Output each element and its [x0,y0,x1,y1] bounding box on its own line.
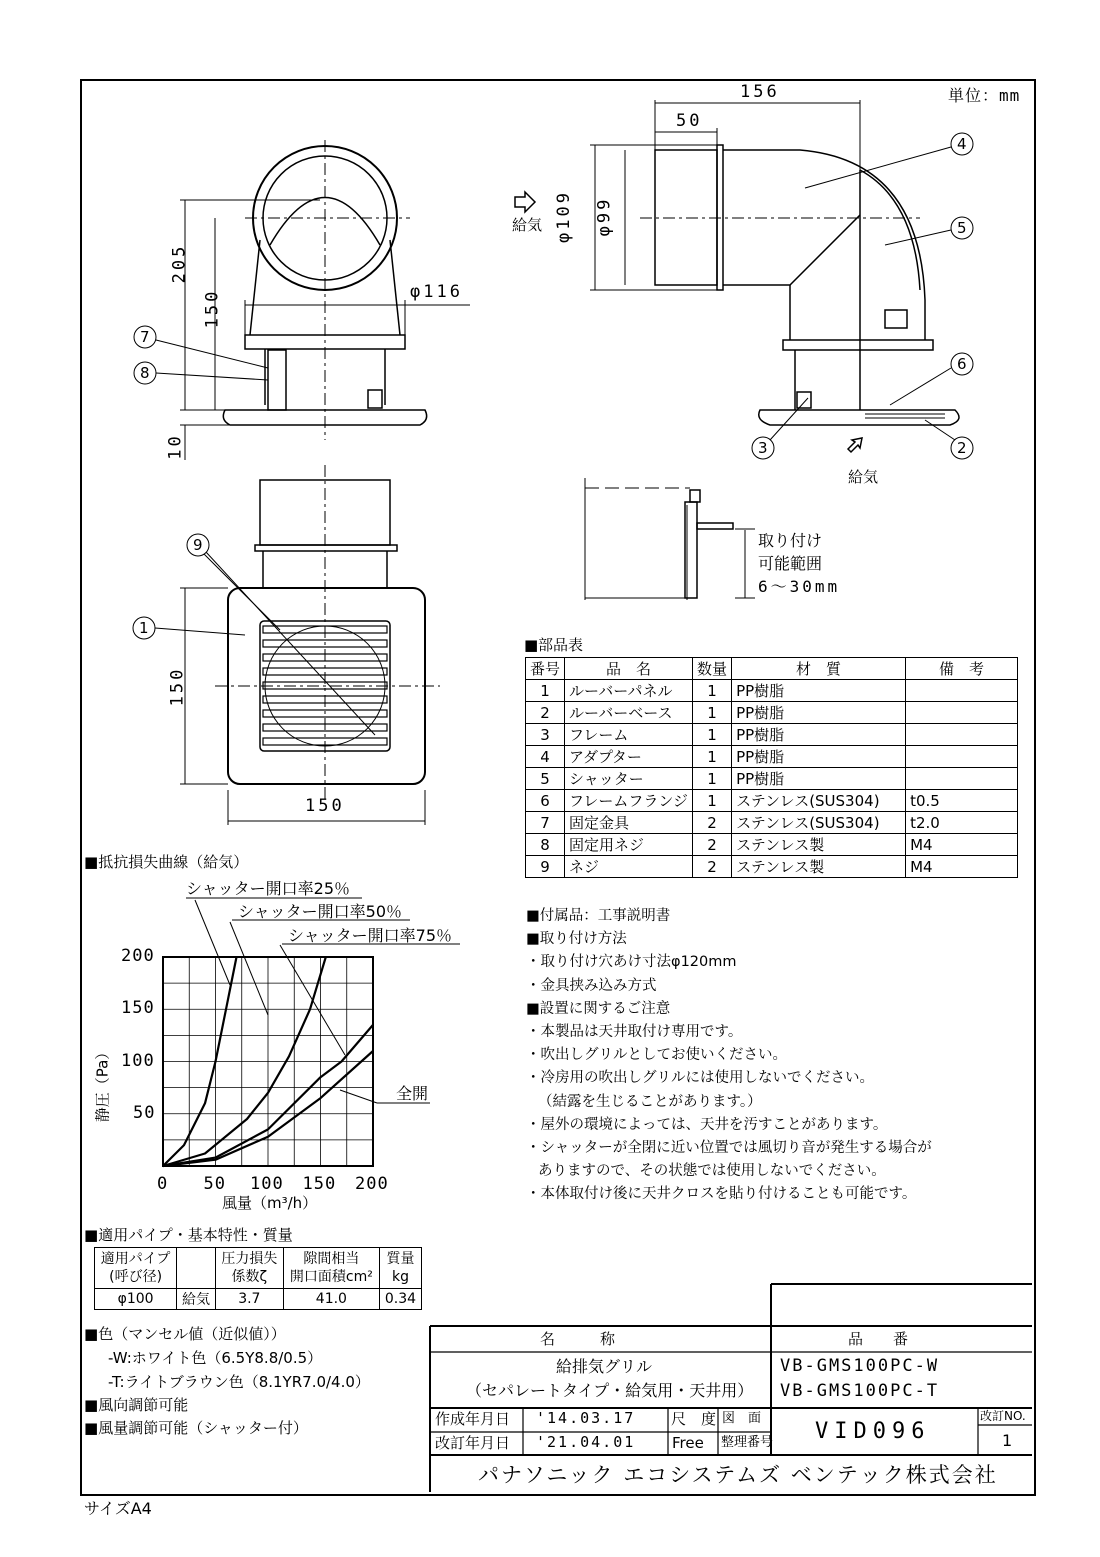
note-line [526,975,932,998]
part-name: シャッター [565,768,693,790]
callout-7: 7 [140,328,150,346]
callout-3: 3 [758,439,768,457]
spec-table [94,1247,422,1310]
spec-area: 41.0 [283,1289,379,1310]
callout-1: 1 [139,619,149,637]
note-line [526,905,932,928]
y-tick-label: 50 [133,1102,156,1123]
tb-created-value: '14.03.17 [536,1409,636,1427]
y-tick-label: 200 [121,946,155,966]
part-remarks [906,724,1018,746]
note-line [526,1183,932,1206]
mount-detail [585,478,755,600]
tb-revised-label: 改訂年月日 [435,1434,511,1452]
unit-label: 単位：mm [948,86,1021,105]
part-name: 固定用ネジ [565,834,693,856]
spec-table-header [95,1248,422,1289]
dim-10: 10 [165,433,186,460]
tb-drawing-label: 図 面 [722,1411,762,1426]
tb-scale-label: 尺 度 [671,1410,717,1428]
header-name: 品 名 [565,658,693,680]
chart-xlabel: 風量（m³/h） [222,1194,318,1212]
feature-volume-text: 風量調節可能（シャッター付） [98,1419,308,1437]
mount-range-line3: 6～30mm [758,577,841,596]
dim-phi109: φ109 [553,190,574,243]
note-line [526,1137,932,1160]
notes-block [526,905,932,1207]
note-text: ・本製品は天井取付け専用です。 [526,1024,743,1041]
part-name: ネジ [565,856,693,878]
part-number: 5 [526,768,565,790]
legend-50: シャッター開口率50％ [238,902,403,921]
part-qty: 2 [693,812,732,834]
x-tick-label: 150 [302,1174,337,1194]
feature-volume: ■風量調節可能（シャッター付） [84,1419,308,1437]
side-view [515,100,973,459]
colors-title: ■色（マンセル値（近似値）） [84,1325,286,1343]
parts-table-title-text: 部品表 [538,636,584,654]
note-text: ・金具挟み込み方式 [526,977,657,994]
dim-150-front-v: 150 [167,666,188,707]
tb-company: パナソニック エコシステムズ ベンテック株式会社 [478,1463,998,1487]
bullet-mark: ■ [526,1000,540,1017]
chart-ylabel: 静圧（Pa） [93,1044,112,1123]
note-line [526,1160,932,1183]
part-material: ステンレス(SUS304) [732,812,906,834]
note-line [526,1067,932,1090]
part-qty: 2 [693,834,732,856]
spec-table-row [95,1289,422,1310]
part-material: PP樹脂 [732,680,906,702]
callout-8: 8 [140,364,150,382]
dim-150-top: 150 [202,288,223,329]
spec-type: 給気 [177,1289,216,1310]
size-label: サイズA4 [84,1499,152,1518]
tb-name-line2: （セパレートタイプ・給気用・天井用） [466,1381,754,1400]
x-tick-label: 200 [355,1174,389,1194]
parts-row [526,724,1018,746]
spec-header-pipe: 適用パイプ (呼び径) [95,1248,177,1289]
part-qty: 1 [693,790,732,812]
dim-phi99: φ99 [594,196,615,237]
part-remarks [906,680,1018,702]
note-line [526,951,932,974]
mount-range-line2: 可能範囲 [758,554,823,573]
spec-header-mass: 質量 kg [379,1248,421,1289]
x-tick-label: 100 [250,1174,284,1194]
callout-4: 4 [957,135,967,153]
note-text: （結露を生じることがあります。） [538,1093,762,1110]
tb-model-t: VB-GMS100PC-T [780,1381,940,1401]
mount-range-line1: 取り付け [758,531,823,550]
legend-full: 全開 [396,1084,429,1103]
supply-label-bottom: 給気 [848,468,879,486]
part-qty: 1 [693,680,732,702]
color-t: -T:ライトブラウン色（8.1YR7.0/4.0） [108,1373,370,1391]
dim-150-front-h: 150 [305,796,345,816]
parts-row [526,856,1018,878]
part-remarks: t2.0 [906,812,1018,834]
feature-direction: ■風向調節可能 [84,1396,189,1414]
part-remarks [906,746,1018,768]
spec-header-blank [177,1248,216,1289]
note-text: ・吹出しグリルとしてお使いください。 [526,1047,787,1064]
part-name: ルーバーパネル [565,680,693,702]
y-tick-label: 100 [121,1050,155,1071]
header-material: 材 質 [732,658,906,680]
legend-25: シャッター開口率25％ [186,879,351,898]
part-remarks [906,768,1018,790]
spec-zeta: 3.7 [215,1289,283,1310]
spec-table-title: ■適用パイプ・基本特性・質量 [84,1226,293,1244]
tb-model-w: VB-GMS100PC-W [780,1356,940,1376]
part-remarks [906,702,1018,724]
part-name: ルーバーベース [565,702,693,724]
chart-title: ■抵抗損失曲線（給気） [84,853,249,871]
dim-50: 50 [676,111,703,131]
part-number: 9 [526,856,565,878]
part-name: フレームフランジ [565,790,693,812]
part-remarks: t0.5 [906,790,1018,812]
note-text: ・本体取付け後に天井クロスを貼り付けることも可能です。 [526,1186,917,1203]
note-line [526,1021,932,1044]
part-name: アダプター [565,746,693,768]
part-number: 2 [526,702,565,724]
note-line [526,1044,932,1067]
header-number: 番号 [526,658,565,680]
tb-drawing-number: VID096 [815,1419,931,1444]
part-qty: 1 [693,702,732,724]
dim-205: 205 [169,243,190,284]
part-qty: 1 [693,768,732,790]
parts-table-header [526,658,1018,680]
spec-header-zeta: 圧力損失 係数ζ [215,1248,283,1289]
part-material: PP樹脂 [732,768,906,790]
note-text: ・冷房用の吹出しグリルには使用しないでください。 [526,1070,874,1087]
part-material: PP樹脂 [732,724,906,746]
parts-row [526,702,1018,724]
part-material: PP樹脂 [732,702,906,724]
chart-title-text: 抵抗損失曲線（給気） [98,853,249,871]
bullet-mark: ■ [526,931,540,948]
part-qty: 2 [693,856,732,878]
note-text: ありますので、その状態では使用しないでください。 [538,1163,886,1180]
legend-75: シャッター開口率75％ [288,926,453,945]
part-name: 固定金具 [565,812,693,834]
note-line [526,1114,932,1137]
note-text: 取り付け方法 [539,931,627,948]
color-w: -W:ホワイト色（6.5Y8.8/0.5） [108,1349,323,1367]
tb-name-header: 名 称 [540,1330,616,1348]
front-view [133,465,440,825]
part-material: ステンレス製 [732,834,906,856]
part-qty: 1 [693,746,732,768]
part-remarks: M4 [906,856,1018,878]
callout-9: 9 [193,536,203,554]
part-name: フレーム [565,724,693,746]
dim-phi116: φ116 [410,282,463,302]
bullet-mark: ■ [526,908,540,924]
part-number: 7 [526,812,565,834]
callout-6: 6 [957,355,967,373]
header-remarks: 備 考 [906,658,1018,680]
part-number: 4 [526,746,565,768]
part-material: ステンレス(SUS304) [732,790,906,812]
dim-156: 156 [740,82,780,102]
tb-number-header: 品 番 [848,1330,909,1348]
colors-title-text: 色（マンセル値（近似値）） [98,1325,286,1343]
note-line [526,998,932,1021]
parts-row [526,790,1018,812]
header-qty: 数量 [693,658,732,680]
tb-rev-value: 1 [1002,1431,1013,1450]
tb-rev-label: 改訂NO. [980,1409,1026,1423]
parts-row [526,768,1018,790]
note-text: ・屋外の環境によっては、天井を汚すことがあります。 [526,1116,888,1133]
feature-direction-text: 風向調節可能 [98,1396,189,1414]
part-number: 3 [526,724,565,746]
spec-mass: 0.34 [379,1289,421,1310]
note-line [526,1091,932,1114]
note-text: ・シャッターが全閉に近い位置では風切り音が発生する場合が [526,1140,932,1157]
tb-created-label: 作成年月日 [435,1410,511,1428]
part-qty: 1 [693,724,732,746]
x-tick-label: 0 [157,1174,169,1194]
tb-revised-value: '21.04.01 [536,1433,636,1451]
part-number: 6 [526,790,565,812]
part-material: ステンレス製 [732,856,906,878]
parts-table-title: ■ [524,636,539,654]
supply-label-top: 給気 [512,216,543,234]
note-line [526,928,932,951]
callout-5: 5 [957,219,967,237]
tb-ref-label: 整理番号 [721,1435,774,1450]
part-material: PP樹脂 [732,746,906,768]
spec-table-title-text: 適用パイプ・基本特性・質量 [98,1226,293,1244]
spec-pipe: φ100 [95,1289,177,1310]
tb-scale-value: Free [672,1434,704,1452]
parts-row [526,680,1018,702]
part-number: 1 [526,680,565,702]
part-remarks: M4 [906,834,1018,856]
tb-name-line1: 給排気グリル [556,1357,653,1376]
y-tick-label: 150 [121,998,155,1019]
note-text: 設置に関するご注意 [539,1000,671,1017]
parts-row [526,746,1018,768]
callout-2: 2 [957,439,967,457]
spec-header-area: 隙間相当 開口面積cm² [283,1248,379,1289]
x-tick-label: 50 [203,1174,226,1194]
note-text: 付属品：工事説明書 [539,908,671,924]
parts-row [526,812,1018,834]
parts-table [525,657,1018,878]
note-text: ・取り付け穴あけ寸法φ120mm [526,954,737,971]
parts-row [526,834,1018,856]
part-number: 8 [526,834,565,856]
